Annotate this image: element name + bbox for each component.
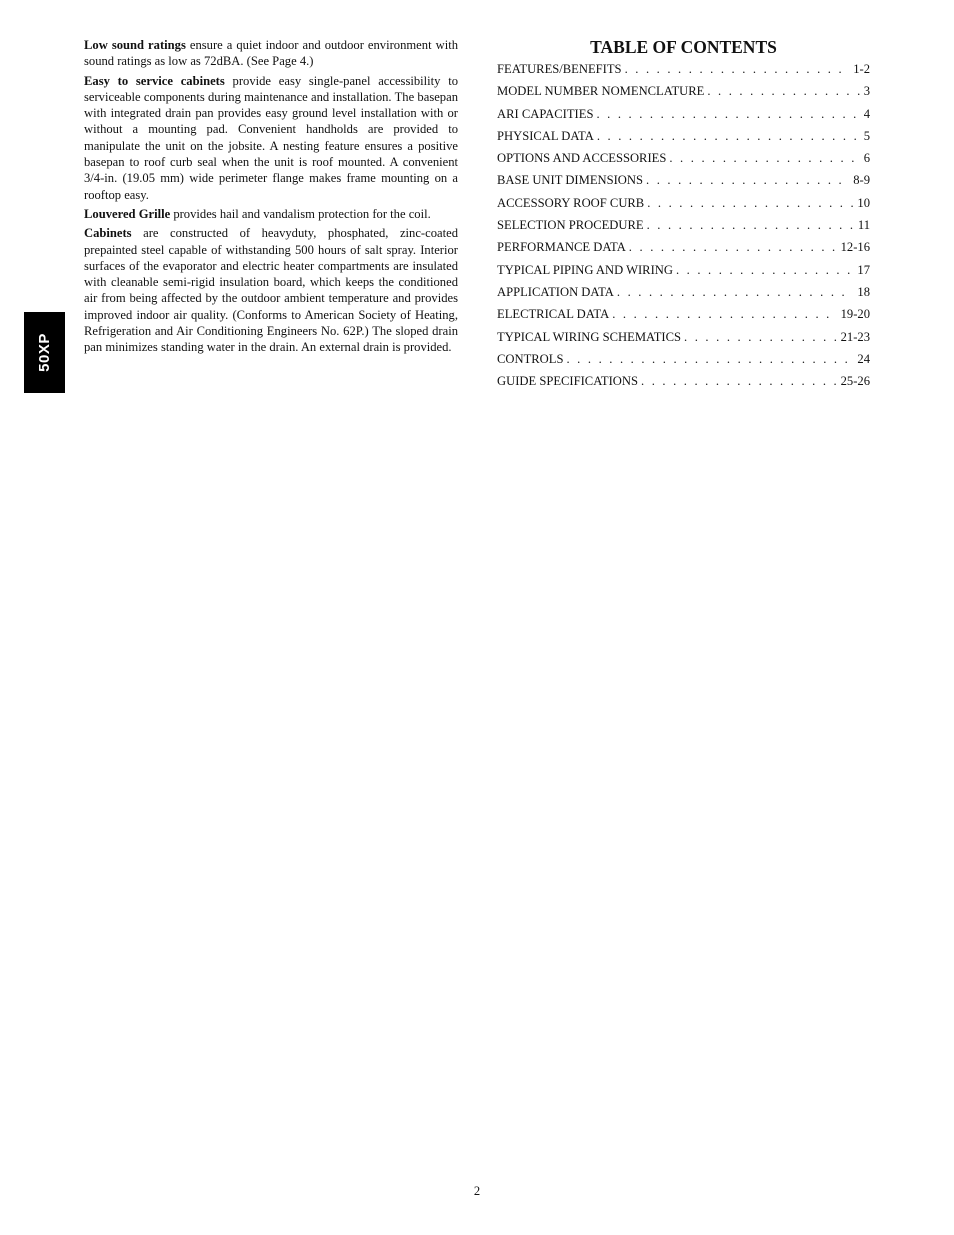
toc-title: TABLE OF CONTENTS — [590, 37, 777, 57]
toc-leader-dots — [566, 352, 853, 367]
toc-leader-dots — [629, 240, 837, 255]
toc-entry-page: 1-2 — [853, 62, 870, 76]
toc-entry-label: BASE UNIT DIMENSIONS — [497, 173, 644, 188]
feature-heading: Low sound ratings — [84, 38, 186, 52]
feature-text: provide easy single-panel accessibility to serviceable components during maintenance and installation. The basepan with integrated drain pan provides easy ground level installation with or without a mounting pad. Convenient handholds are provided to manipulate the unit on the jobsite. A nesting feature ensures a positive basepan to roof curb seal when the unit is roof mounted. A convenient 3/4-in. (19.05 mm) wide perimeter flange makes frame mounting on a rooftop easy. — [84, 73, 458, 202]
toc-entry[interactable] — [497, 352, 870, 374]
toc-entry-page: 19-20 — [840, 307, 870, 322]
toc-entry[interactable] — [497, 84, 870, 106]
toc-leader-dots — [707, 84, 859, 99]
toc-entry[interactable] — [497, 129, 870, 151]
toc-entry-page: 3 — [863, 84, 870, 99]
toc-entry-label: TYPICAL PIPING AND WIRING — [497, 262, 673, 277]
toc-entry-label: SELECTION PROCEDURE — [497, 218, 644, 233]
toc-leader-dots — [684, 330, 837, 345]
toc-entry-label: ACCESSORY ROOF CURB — [497, 195, 645, 210]
feature-text: ensure a quiet indoor and outdoor environment with sound ratings as low as 72dBA. (See Page 4.) — [84, 38, 458, 69]
toc-entry-page: 5 — [863, 128, 870, 143]
feature-heading: Cabinets — [84, 226, 132, 241]
feature-heading: Louvered Grille — [84, 206, 171, 221]
toc-entry-label: ARI CAPACITIES — [497, 106, 594, 121]
toc-entry-page: 21-23 — [840, 329, 870, 344]
toc-entry[interactable] — [497, 218, 870, 240]
toc-entry-page: 18 — [857, 284, 870, 299]
toc-leader-dots — [597, 129, 860, 144]
toc-leader-dots — [647, 218, 854, 233]
toc-entry[interactable] — [497, 196, 870, 218]
side-tab-label: 50XP — [35, 333, 53, 372]
toc-entry-page: 25-26 — [840, 374, 870, 389]
toc-entry-page: 24 — [857, 351, 870, 366]
features-column — [84, 37, 458, 359]
toc-entry[interactable] — [497, 374, 870, 396]
toc-entry-page: 10 — [857, 195, 870, 210]
toc-entry[interactable] — [497, 285, 870, 307]
toc-entry-label: OPTIONS AND ACCESSORIES — [497, 151, 667, 166]
toc-leader-dots — [647, 196, 853, 211]
feature-paragraph — [84, 225, 458, 355]
toc-entry-label: MODEL NUMBER NOMENCLATURE — [497, 84, 705, 99]
toc-entry[interactable] — [497, 173, 870, 195]
toc-entry-label: TYPICAL WIRING SCHEMATICS — [497, 329, 682, 344]
toc-leader-dots — [641, 374, 837, 389]
toc-entry[interactable] — [497, 62, 870, 84]
toc-leader-dots — [596, 107, 859, 122]
toc-entry-page: 17 — [857, 262, 870, 277]
toc-entry-label: PERFORMANCE DATA — [497, 240, 626, 255]
toc-leader-dots — [646, 173, 849, 188]
toc-entry-label: APPLICATION DATA — [497, 284, 614, 299]
feature-text: are constructed of heavyduty, phosphated, zinc-coated prepainted steel capable of withstanding 500 hours of salt spray. Interior surfaces of the evaporator and electric heater compartments are insulated with cleanable semi-rigid insulation board, which keeps the conditioned air from being affected by the outdoor ambient temperature and provides improved indoor air quality. (Conforms to American Society of Heating, Refrigeration and Air Conditioning Engineers No. 62P.) The sloped drain pan minimizes standing water in the drain. An external drain is provided. — [84, 226, 458, 355]
side-tab — [24, 312, 65, 393]
feature-text: provides hail and vandalism protection for the coil. — [170, 206, 431, 221]
toc-entry[interactable] — [497, 151, 870, 173]
page-number: 2 — [473, 1184, 481, 1198]
feature-paragraph — [84, 37, 458, 70]
toc-list — [497, 62, 870, 396]
table-of-contents — [497, 36, 870, 396]
toc-leader-dots — [612, 307, 836, 322]
feature-heading: Easy to service cabinets — [84, 73, 225, 88]
toc-entry-label: CONTROLS — [497, 351, 564, 366]
toc-entry-label: ELECTRICAL DATA — [497, 307, 610, 322]
toc-entry[interactable] — [497, 330, 870, 352]
toc-entry[interactable] — [497, 307, 870, 329]
toc-entry-label: PHYSICAL DATA — [497, 128, 594, 143]
toc-entry[interactable] — [497, 240, 870, 262]
toc-entry-label: FEATURES/BENEFITS — [497, 62, 622, 76]
feature-paragraph — [84, 73, 458, 203]
toc-entry-page: 11 — [857, 218, 870, 233]
toc-entry[interactable] — [497, 263, 870, 285]
feature-paragraph — [84, 206, 458, 222]
toc-entry-page: 12-16 — [840, 240, 870, 255]
toc-leader-dots — [676, 263, 853, 278]
toc-entry-page: 8-9 — [853, 173, 870, 188]
toc-entry-page: 4 — [863, 106, 870, 121]
toc-entry-page: 6 — [863, 151, 870, 166]
toc-leader-dots — [625, 62, 850, 77]
toc-entry-label: GUIDE SPECIFICATIONS — [497, 374, 638, 389]
toc-entry[interactable] — [497, 107, 870, 129]
toc-leader-dots — [617, 285, 854, 300]
toc-leader-dots — [669, 151, 859, 166]
